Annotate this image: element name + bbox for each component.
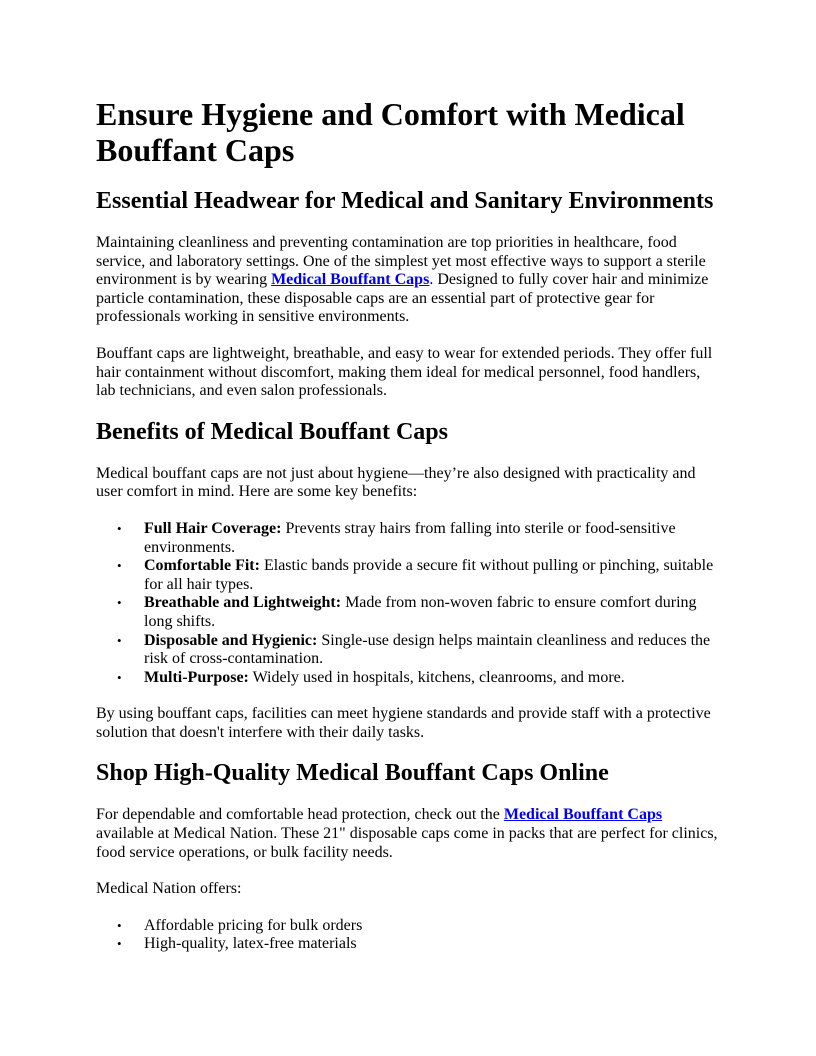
benefit-text: Elastic bands provide a secure fit without pulling or pinching, suitable for all hair types. — [144, 557, 714, 593]
benefit-text: Widely used in hospitals, kitchens, cleanrooms, and more. — [248, 668, 625, 686]
bullet-icon: • — [117, 595, 122, 611]
benefit-label: Multi-Purpose: — [144, 668, 249, 686]
list-item — [96, 917, 720, 936]
list-item — [96, 935, 720, 954]
list-item — [96, 557, 720, 594]
benefits-closing-paragraph: By using bouffant caps, facilities can meet hygiene standards and provide staff with a protective solution that doesn't interfere with their daily tasks. — [96, 705, 711, 741]
bouffant-description-paragraph: Bouffant caps are lightweight, breathable, and easy to wear for extended periods. They offer full hair containment without discomfort, making them ideal for medical personnel, food handlers, lab technicians, and even salon professionals. — [96, 344, 713, 400]
bullet-icon: • — [117, 520, 122, 536]
benefits-intro-paragraph: Medical bouffant caps are not just about hygiene—they’re also designed with practicality and user comfort in mind. Here are some key benefits: — [96, 464, 696, 501]
medical-bouffant-caps-shop-link[interactable]: Medical Bouffant Caps — [503, 806, 663, 824]
benefit-label: Comfortable Fit: — [144, 557, 260, 575]
offers-list — [96, 917, 720, 954]
document-page — [96, 96, 720, 972]
shop-text-end: available at Medical Nation. These 21" disposable caps come in packs that are perfect for clinics, food service operations, or bulk facility needs. — [96, 825, 718, 861]
bullet-icon: • — [117, 917, 122, 933]
benefits-list — [96, 520, 720, 687]
medical-bouffant-caps-link[interactable]: Medical Bouffant Caps — [271, 271, 430, 289]
offer-text: Affordable pricing for bulk orders — [144, 916, 363, 934]
bullet-icon: • — [117, 632, 122, 648]
bullet-icon: • — [117, 936, 122, 952]
benefit-text: Single-use design helps maintain cleanliness and reduces the risk of cross-contamination. — [144, 631, 711, 668]
benefit-label: Disposable and Hygienic: — [144, 631, 318, 649]
list-item — [96, 632, 720, 669]
page-title: Ensure Hygiene and Comfort with Medical Bouffant Caps — [96, 96, 685, 168]
benefit-text: Prevents stray hairs from falling into sterile or food-sensitive environments. — [144, 519, 676, 556]
list-item — [96, 594, 720, 631]
intro-paragraph — [96, 234, 720, 327]
section-heading-benefits: Benefits of Medical Bouffant Caps — [96, 418, 448, 445]
benefit-label: Breathable and Lightweight: — [144, 594, 342, 612]
benefit-text: Made from non-woven fabric to ensure comfort during long shifts. — [144, 594, 697, 630]
benefit-label: Full Hair Coverage: — [144, 519, 282, 537]
offers-intro-paragraph: Medical Nation offers: — [96, 880, 242, 898]
section-heading-shop: Shop High-Quality Medical Bouffant Caps Online — [96, 760, 609, 787]
list-item — [96, 520, 720, 557]
section-heading-essential-headwear: Essential Headwear for Medical and Sanitary Environments — [96, 188, 714, 214]
intro-text-start: Maintaining cleanliness and preventing contamination are top priorities in healthcare, food service, and laboratory settings. One of the simplest yet most effective ways to support a sterile environment is by wearing — [96, 234, 706, 289]
bullet-icon: • — [117, 558, 122, 574]
intro-text-end: . Designed to fully cover hair and minimize particle contamination, these disposable caps are an essential part of protective gear for professionals working in sensitive environments. — [96, 271, 709, 326]
shop-text-start: For dependable and comfortable head protection, check out the — [96, 806, 504, 824]
bullet-icon: • — [117, 669, 122, 685]
list-item — [96, 669, 720, 688]
offer-text: High-quality, latex-free materials — [144, 935, 357, 953]
shop-paragraph — [96, 806, 720, 862]
